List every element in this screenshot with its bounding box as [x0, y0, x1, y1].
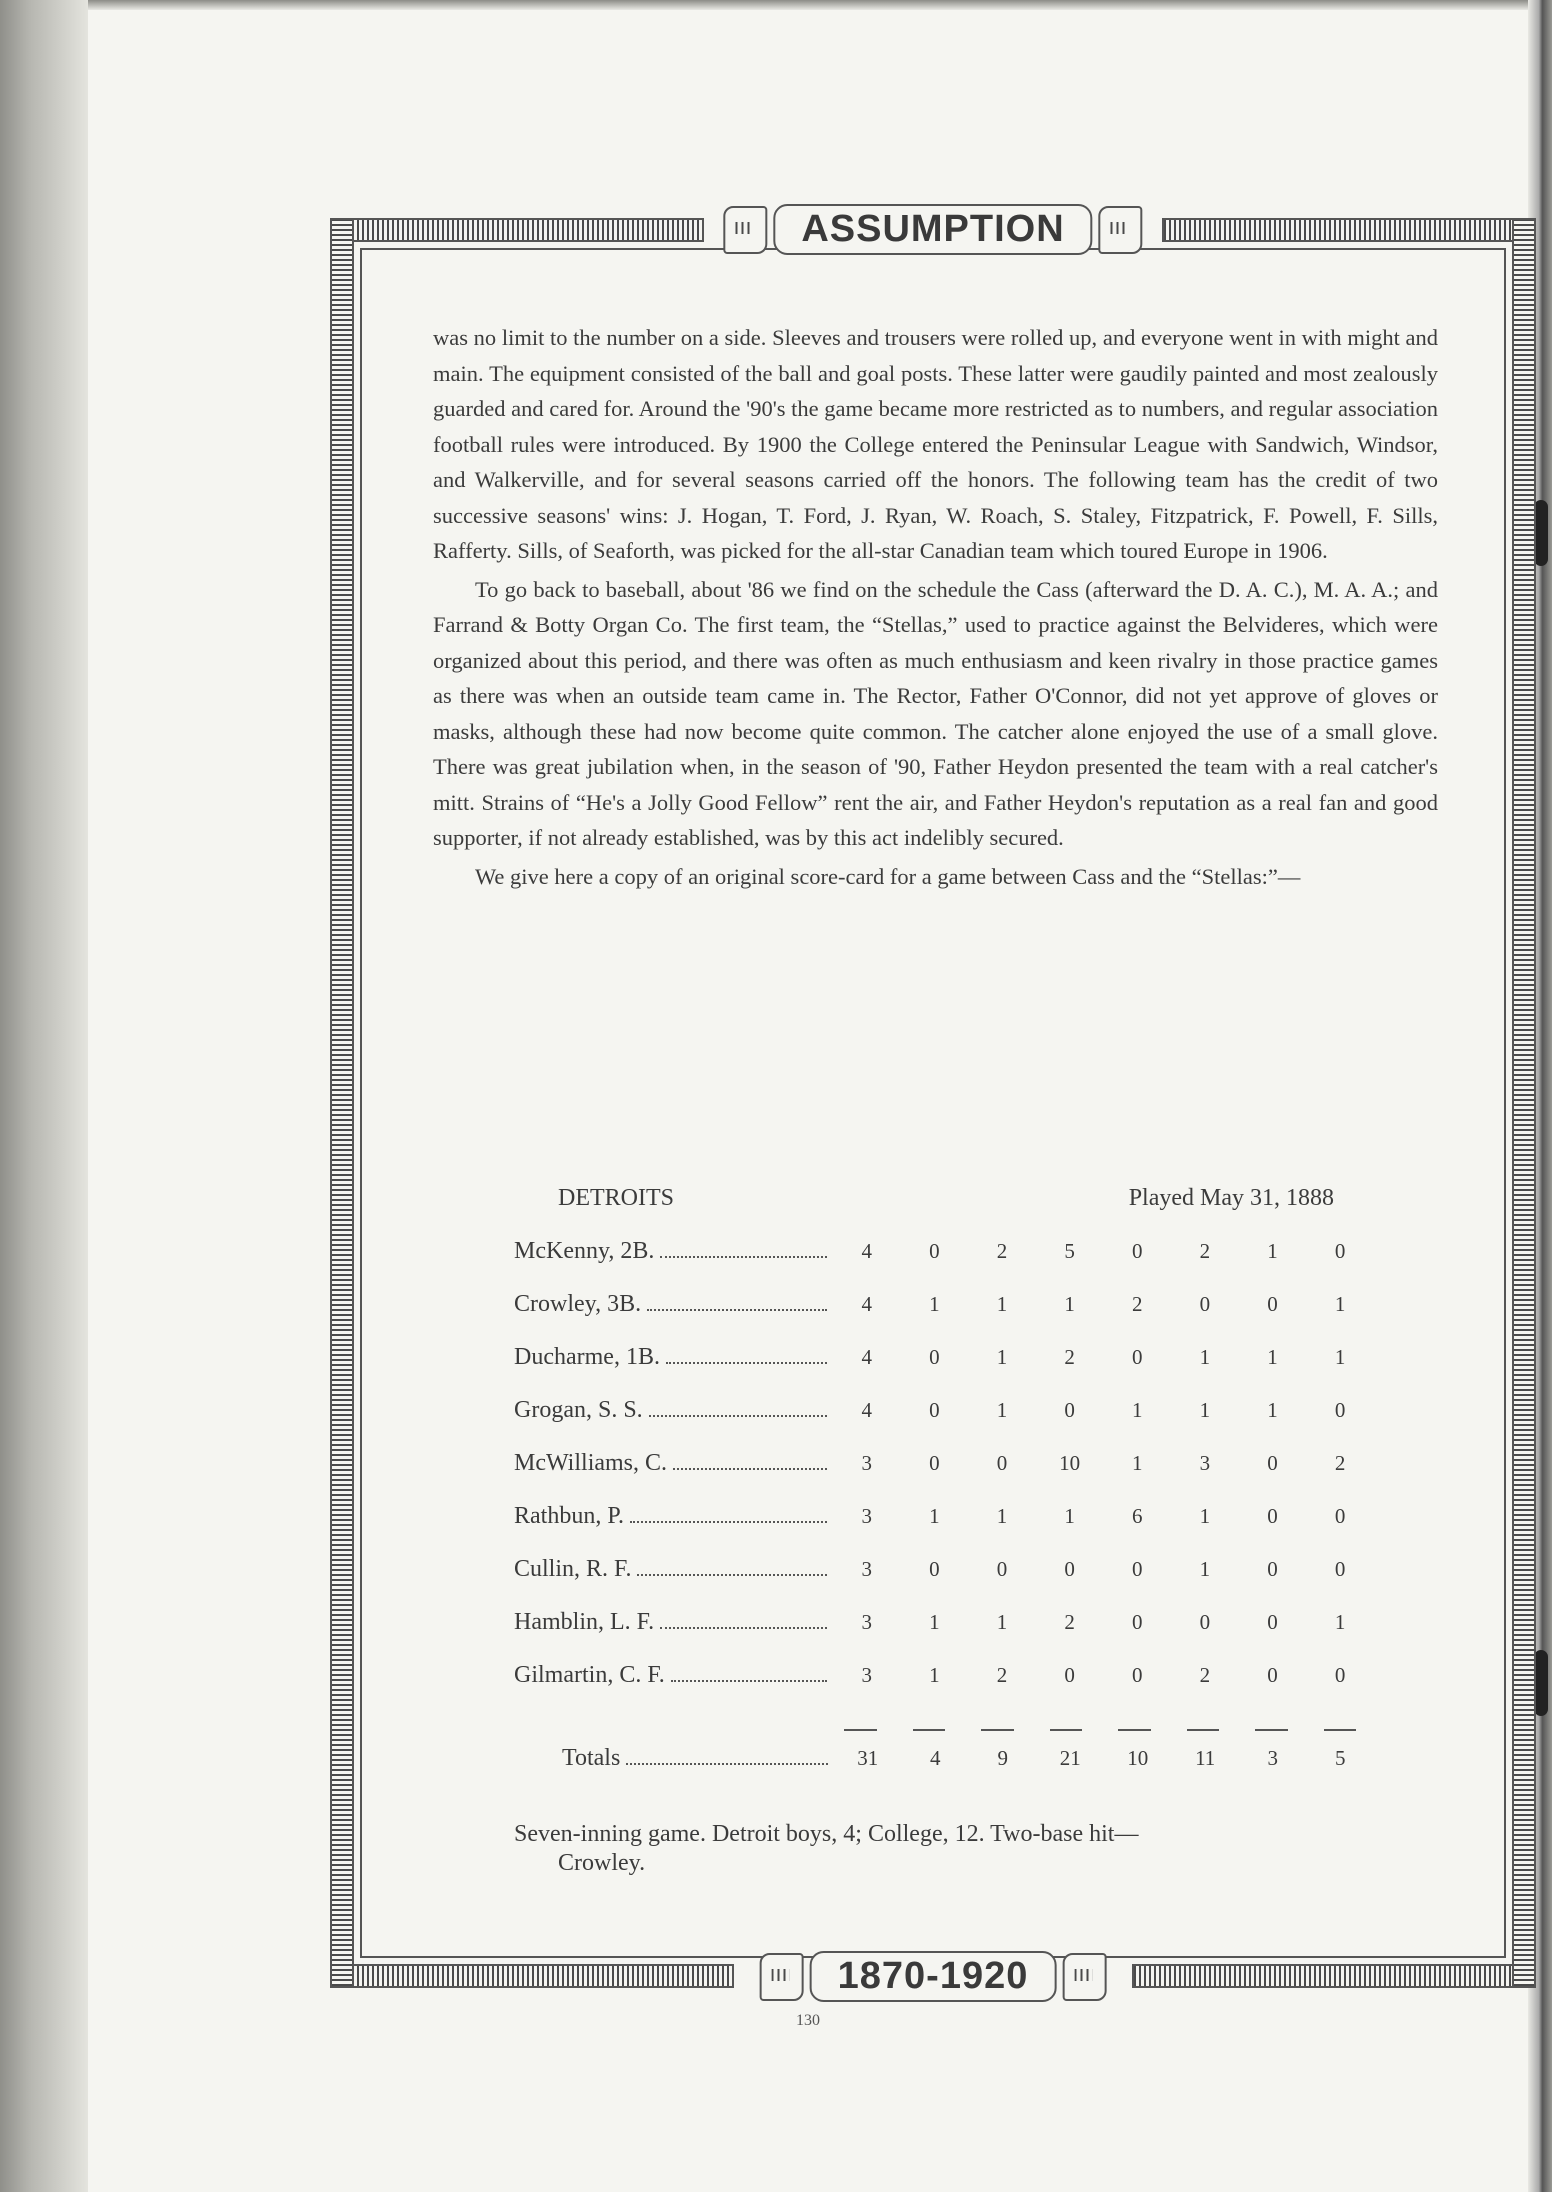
game-date: Played May 31, 1888: [1128, 1185, 1334, 1211]
player-row: [514, 1609, 1374, 1662]
paragraph: We give here a copy of an original score-card for a game between Cass and the “Stellas:”—: [475, 863, 1301, 889]
stat-cell: 0: [1064, 1557, 1075, 1581]
stat-cell: 2: [1199, 1239, 1211, 1263]
stat-cell: 0: [929, 1451, 940, 1475]
player-name: Gilmartin, C. F.: [514, 1662, 833, 1689]
stat-cell: 2: [1064, 1345, 1075, 1369]
stat-cell: 1: [1199, 1557, 1211, 1581]
paragraph: To go back to baseball, about '86 we find on the schedule the Cass (afterward the D. A. C.), M. A. A.; and Farrand & Botty Organ Co. The first team, the “Stellas,” used to practice against the Belvideres, which were organized about this period, and there was often as much enthusiasm and keen rivalry in those practice games as there was when an outside team came in. The Rector, Father O'Connor, did not yet approve of gloves or masks, although these had now become quite common. The catcher alone enjoyed the use of a small glove. There was great jubilation when, in the season of '90, Father Heydon presented the team with a real catcher's mitt. Strains of “He's a Jolly Good Fellow” rent the air, and Father Heydon's reputation as a real fan and good supporter, if not already established, was by this act indelibly secured.: [433, 576, 1438, 850]
totals-row: [514, 1745, 1374, 1798]
stat-cell: 1: [1334, 1345, 1346, 1369]
book-page: [88, 10, 1528, 2192]
stat-cell: 1: [996, 1504, 1008, 1528]
stat-cell: 3: [861, 1663, 872, 1687]
stat-cell: 1: [996, 1610, 1008, 1634]
score-card-header: [514, 1185, 1374, 1212]
player-row: [514, 1238, 1374, 1291]
stat-cell: 3: [861, 1451, 872, 1475]
stat-cell: 1: [1064, 1504, 1075, 1528]
stat-cell: 21: [1059, 1746, 1081, 1770]
body-text: [433, 320, 1438, 894]
footer-banner: [760, 1951, 1107, 2002]
stat-cell: 2: [996, 1239, 1008, 1263]
player-name: Hamblin, L. F.: [514, 1609, 833, 1636]
stat-cell: 5: [1334, 1746, 1346, 1770]
game-note: [514, 1820, 1374, 1878]
stat-cell: 0: [929, 1557, 940, 1581]
totals-label: Totals: [514, 1745, 834, 1772]
scroll-ornament-icon: [760, 1953, 804, 2001]
totals-separator: [514, 1715, 1374, 1745]
player-name: Crowley, 3B.: [514, 1291, 833, 1318]
stat-cell: 1: [996, 1345, 1008, 1369]
stat-cell: 1: [1132, 1451, 1143, 1475]
stat-cell: 3: [1267, 1746, 1278, 1770]
stat-cell: 4: [861, 1239, 872, 1263]
game-note-line: Crowley.: [558, 1850, 646, 1876]
footer-years: 1870-1920: [810, 1951, 1057, 2002]
player-row: [514, 1503, 1374, 1556]
stat-cell: 0: [996, 1451, 1008, 1475]
stat-cell: 9: [997, 1746, 1008, 1770]
stat-cell: 2: [1199, 1663, 1211, 1687]
stat-cell: 1: [1267, 1398, 1278, 1422]
stat-cell: 0: [929, 1345, 940, 1369]
stat-cell: 1: [929, 1292, 940, 1316]
player-name: Ducharme, 1B.: [514, 1344, 833, 1371]
header-banner: [723, 204, 1142, 255]
stat-cell: 3: [861, 1504, 872, 1528]
stat-cell: 3: [861, 1610, 872, 1634]
player-name: McKenny, 2B.: [514, 1238, 833, 1265]
frame-border-bottom-right: [1132, 1964, 1536, 1988]
stat-cell: 10: [1127, 1746, 1149, 1770]
stat-cell: 3: [1199, 1451, 1211, 1475]
stat-cell: 0: [1132, 1610, 1143, 1634]
stat-cell: 0: [1267, 1451, 1278, 1475]
stat-cell: 4: [861, 1345, 872, 1369]
stat-cell: 0: [1132, 1663, 1143, 1687]
binder-clip: [1534, 500, 1548, 566]
book-spine-shadow: [0, 0, 88, 2192]
stat-cell: 4: [861, 1292, 872, 1316]
paragraph: was no limit to the number on a side. Sleeves and trousers were rolled up, and everyone went in with might and main. The equipment consisted of the ball and goal posts. These latter were gaudily painted and most zealously guarded and cared for. Around the '90's the game became more restricted as to numbers, and regular association football rules were introduced. By 1900 the College entered the Peninsular League with Sandwich, Windsor, and Walkerville, and for several seasons carried off the honors. The following team has the credit of two successive seasons' wins: J. Hogan, T. Ford, J. Ryan, W. Roach, S. Staley, Fitzpatrick, F. Powell, F. Sills, Rafferty. Sills, of Seaforth, was picked for the all-star Canadian team which toured Europe in 1906.: [433, 325, 1438, 563]
stat-cell: 4: [929, 1746, 941, 1770]
stat-cell: 2: [1064, 1610, 1075, 1634]
page-number: 130: [796, 2012, 820, 2029]
stat-cell: 1: [1064, 1292, 1075, 1316]
stat-cell: 1: [1334, 1610, 1346, 1634]
stat-cell: 2: [1132, 1292, 1143, 1316]
player-name: Cullin, R. F.: [514, 1556, 833, 1583]
player-row: [514, 1291, 1374, 1344]
player-name: Grogan, S. S.: [514, 1397, 833, 1424]
player-name: McWilliams, C.: [514, 1450, 833, 1477]
binder-clip: [1534, 1650, 1548, 1716]
team-name: DETROITS: [558, 1185, 674, 1211]
player-name: Rathbun, P.: [514, 1503, 833, 1530]
stat-cell: 0: [1267, 1504, 1278, 1528]
frame-border-bottom-left: [330, 1964, 734, 1988]
score-rows: [514, 1238, 1374, 1715]
stat-cell: 0: [1334, 1557, 1346, 1581]
stat-cell: 0: [1267, 1610, 1278, 1634]
stat-cell: 0: [1267, 1292, 1278, 1316]
stat-cell: 0: [1199, 1292, 1211, 1316]
stat-cell: 2: [996, 1663, 1008, 1687]
stat-cell: 1: [929, 1504, 940, 1528]
stat-cell: 1: [929, 1610, 940, 1634]
stat-cell: 0: [929, 1398, 940, 1422]
stat-cell: 1: [1132, 1398, 1143, 1422]
stat-cell: 0: [1267, 1557, 1278, 1581]
game-note-line: Seven-inning game. Detroit boys, 4; College, 12. Two-base hit—: [514, 1821, 1139, 1847]
frame-border-top-left: [330, 218, 704, 242]
player-row: [514, 1556, 1374, 1609]
stat-cell: 1: [1267, 1239, 1278, 1263]
stat-cell: 0: [929, 1239, 940, 1263]
stat-cell: 1: [1199, 1398, 1211, 1422]
stat-cell: 0: [1334, 1239, 1346, 1263]
stat-cell: 0: [1064, 1663, 1075, 1687]
scroll-ornament-icon: [723, 206, 767, 254]
page-top-edge: [88, 0, 1528, 10]
scroll-ornament-icon: [1062, 1953, 1106, 2001]
stat-cell: 1: [996, 1292, 1008, 1316]
stat-cell: 3: [861, 1557, 872, 1581]
stat-cell: 11: [1195, 1746, 1216, 1770]
stat-cell: 1: [1199, 1504, 1211, 1528]
stat-cell: 0: [1334, 1663, 1346, 1687]
stat-cell: 1: [1199, 1345, 1211, 1369]
stat-cell: 1: [929, 1663, 940, 1687]
stat-cell: 1: [996, 1398, 1008, 1422]
stat-cell: 0: [1132, 1345, 1143, 1369]
stat-cell: 0: [996, 1557, 1008, 1581]
stat-cell: 5: [1064, 1239, 1075, 1263]
player-row: [514, 1450, 1374, 1503]
score-card: [514, 1185, 1374, 1878]
scroll-ornament-icon: [1099, 206, 1143, 254]
stat-cell: 6: [1132, 1504, 1143, 1528]
stat-cell: 0: [1132, 1557, 1143, 1581]
player-row: [514, 1397, 1374, 1450]
frame-border-right: [1512, 218, 1536, 1988]
header-title: ASSUMPTION: [773, 204, 1092, 255]
stat-cell: 31: [857, 1746, 879, 1770]
stat-cell: 1: [1267, 1345, 1278, 1369]
stat-cell: 0: [1199, 1610, 1211, 1634]
stat-cell: 0: [1132, 1239, 1143, 1263]
stat-cell: 10: [1059, 1451, 1081, 1475]
stat-cell: 0: [1334, 1398, 1346, 1422]
stat-cell: 4: [861, 1398, 872, 1422]
stat-cell: 0: [1334, 1504, 1346, 1528]
frame-border-left: [330, 218, 354, 1988]
stat-cell: 0: [1267, 1663, 1278, 1687]
stat-cell: 1: [1334, 1292, 1346, 1316]
player-row: [514, 1662, 1374, 1715]
frame-border-top-right: [1162, 218, 1536, 242]
stat-cell: 2: [1334, 1451, 1346, 1475]
player-row: [514, 1344, 1374, 1397]
stat-cell: 0: [1064, 1398, 1075, 1422]
